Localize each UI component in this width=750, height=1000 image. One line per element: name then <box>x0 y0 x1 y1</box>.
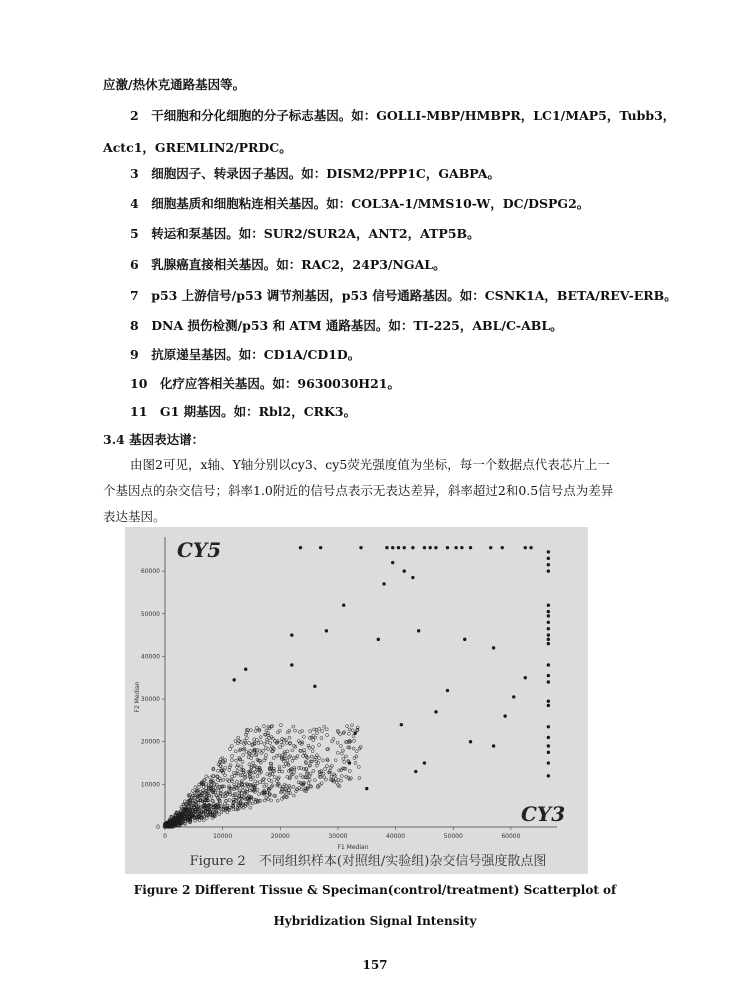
cluster-point <box>292 785 295 788</box>
cluster-point <box>270 780 273 783</box>
cluster-point <box>263 743 266 746</box>
data-point <box>411 576 414 579</box>
label-cy5: CY5 <box>177 538 222 562</box>
cluster-point <box>324 768 327 771</box>
data-point <box>547 725 550 728</box>
data-point <box>547 642 550 645</box>
data-point <box>547 761 550 764</box>
cluster-point <box>237 736 240 739</box>
data-points <box>232 546 550 790</box>
cluster-point <box>352 747 355 750</box>
cluster-point <box>323 725 326 728</box>
cluster-point <box>352 735 355 738</box>
data-point <box>489 546 492 549</box>
cluster-point <box>245 750 248 753</box>
cluster-point <box>273 776 276 779</box>
x-tick-label: 0 <box>163 833 167 840</box>
data-point <box>547 736 550 739</box>
cluster-point <box>307 782 310 785</box>
data-point <box>501 546 504 549</box>
cluster-point <box>229 764 232 767</box>
cluster-point <box>263 799 266 802</box>
data-point <box>547 774 550 777</box>
cluster-point <box>292 725 295 728</box>
data-point <box>547 680 550 683</box>
data-point <box>354 731 357 734</box>
cluster-point <box>292 794 295 797</box>
data-point <box>547 569 550 572</box>
list-item-6: 6 乳腺癌直接相关基因。如：RAC2，24P3/NGAL。 <box>130 257 446 272</box>
cluster-point <box>324 778 327 781</box>
data-point <box>348 761 351 764</box>
data-point <box>454 546 457 549</box>
cluster-point <box>330 775 333 778</box>
data-point <box>492 744 495 747</box>
cluster-point <box>284 738 287 741</box>
data-point <box>385 546 388 549</box>
cluster-point <box>283 765 286 768</box>
y-tick-label: 30000 <box>140 696 160 704</box>
cluster-point <box>321 730 324 733</box>
cluster-point <box>234 750 237 753</box>
cluster-point <box>281 770 284 773</box>
data-point <box>342 604 345 607</box>
cluster-point <box>201 789 204 792</box>
data-point <box>503 714 506 717</box>
cluster-point <box>242 753 245 756</box>
cluster-point <box>265 754 268 757</box>
cluster-point <box>260 751 263 754</box>
cluster-point <box>243 793 246 796</box>
data-point <box>547 610 550 613</box>
cluster-point <box>311 746 314 749</box>
tick-labels <box>141 568 521 840</box>
cluster-point <box>291 749 294 752</box>
data-point <box>397 546 400 549</box>
cluster-point <box>205 775 208 778</box>
cluster-point <box>300 767 303 770</box>
cluster-point <box>191 790 194 793</box>
data-point <box>524 546 527 549</box>
data-point <box>547 633 550 636</box>
data-point <box>423 761 426 764</box>
y-tick-label: 50000 <box>140 610 160 618</box>
data-point <box>547 699 550 702</box>
cluster-point <box>311 750 314 753</box>
cluster-point <box>220 788 223 791</box>
data-point <box>547 614 550 617</box>
x-tick-label: 20000 <box>270 833 290 840</box>
cluster-point <box>326 734 329 737</box>
cluster-point <box>331 740 334 743</box>
data-point <box>512 695 515 698</box>
cluster-point <box>339 745 342 748</box>
data-point <box>547 663 550 666</box>
cluster-point <box>347 732 350 735</box>
cluster-point <box>309 730 312 733</box>
data-point <box>319 546 322 549</box>
cluster-point <box>312 734 315 737</box>
data-point <box>417 629 420 632</box>
cluster-point <box>224 774 227 777</box>
cluster-point <box>262 781 265 784</box>
cluster-point <box>320 782 323 785</box>
list-item-5: 5 转运和泵基因。如：SUR2/SUR2A，ANT2，ATP5B。 <box>130 226 480 241</box>
cluster-point <box>255 754 258 757</box>
cluster-point <box>353 739 356 742</box>
dense-point-cluster <box>164 724 363 829</box>
cluster-point <box>340 779 343 782</box>
label-cy3: CY3 <box>521 802 566 826</box>
cluster-point <box>355 755 358 758</box>
cluster-point <box>343 731 346 734</box>
data-point <box>325 629 328 632</box>
cluster-point <box>340 752 343 755</box>
cluster-point <box>223 802 226 805</box>
cluster-point <box>318 757 321 760</box>
body-line-1: 由图2可见，x轴、Y轴分别以cy3、cy5荧光强度值为坐标，每一个数据点代表芯片上一 <box>130 457 610 472</box>
cluster-point <box>312 769 315 772</box>
cluster-point <box>336 741 339 744</box>
cluster-point <box>193 792 196 795</box>
x-axis-label: F1 Median <box>337 844 369 851</box>
cluster-point <box>339 733 342 736</box>
cluster-point <box>215 783 218 786</box>
cluster-point <box>241 761 244 764</box>
cluster-point <box>287 770 290 773</box>
cluster-point <box>320 737 323 740</box>
cluster-point <box>288 736 291 739</box>
cluster-point <box>251 802 254 805</box>
cluster-point <box>249 806 252 809</box>
cluster-point <box>226 811 229 814</box>
data-point <box>290 663 293 666</box>
x-tick-label: 50000 <box>443 833 463 840</box>
data-point <box>446 546 449 549</box>
list-item-8: 8 DNA 损伤检测/p53 和 ATM 通路基因。如：TI-225，ABL/C-ABL。 <box>130 318 563 333</box>
cluster-point <box>265 729 268 732</box>
cluster-point <box>343 761 346 764</box>
y-tick-label: 0 <box>156 824 160 831</box>
cluster-point <box>286 759 289 762</box>
cluster-point <box>258 749 261 752</box>
cluster-point <box>342 732 345 735</box>
cluster-point <box>228 799 231 802</box>
data-point <box>414 770 417 773</box>
figure-caption-cn: Figure 2 不同组织样本(对照组/实验组)杂交信号强度散点图 <box>189 854 547 869</box>
cluster-point <box>341 749 344 752</box>
cluster-point <box>230 745 233 748</box>
cluster-point <box>248 742 251 745</box>
cluster-point <box>254 730 257 733</box>
cluster-point <box>348 728 351 731</box>
cluster-point <box>278 729 281 732</box>
cluster-point <box>351 729 354 732</box>
data-point <box>547 638 550 641</box>
cluster-point <box>295 776 298 779</box>
cluster-point <box>353 757 356 760</box>
cluster-point <box>322 759 325 762</box>
cluster-point <box>224 766 227 769</box>
body-line-3: 表达基因。 <box>103 509 166 524</box>
data-point <box>423 546 426 549</box>
data-point <box>547 751 550 754</box>
cluster-point <box>249 729 252 732</box>
x-tick-label: 30000 <box>328 833 348 840</box>
cluster-point <box>267 732 270 735</box>
chart-axes <box>165 537 557 827</box>
cluster-point <box>318 727 321 730</box>
data-point <box>434 546 437 549</box>
cluster-point <box>229 793 232 796</box>
data-point <box>492 646 495 649</box>
data-point <box>403 546 406 549</box>
cluster-point <box>245 737 248 740</box>
cluster-point <box>344 755 347 758</box>
cluster-point <box>308 778 311 781</box>
list-item-7: 7 p53 上游信号/p53 调节剂基因，p53 信号通路基因。如：CSNK1A，BETA/REV-ERB。 <box>130 288 677 303</box>
cluster-point <box>301 776 304 779</box>
section-heading: 3.4 基因表达谱： <box>103 432 205 447</box>
cluster-point <box>230 759 233 762</box>
cluster-point <box>269 742 272 745</box>
cluster-point <box>322 772 325 775</box>
list-item-2: 2 干细胞和分化细胞的分子标志基因。如：GOLLI-MBP/HMBPR，LC1/MAP5，Tubb3， <box>130 108 676 123</box>
cluster-point <box>270 799 273 802</box>
data-point <box>391 561 394 564</box>
cluster-point <box>304 761 307 764</box>
list-item-4: 4 细胞基质和细胞粘连相关基因。如：COL3A-1/MMS10-W，DC/DSPG2。 <box>130 196 590 211</box>
cluster-point <box>234 740 237 743</box>
cluster-point <box>220 811 223 814</box>
cluster-point <box>194 786 197 789</box>
cluster-point <box>346 725 349 728</box>
scatterplot-figure <box>125 527 588 874</box>
cluster-point <box>348 770 351 773</box>
cluster-point <box>262 749 265 752</box>
data-point <box>460 546 463 549</box>
cluster-point <box>315 764 318 767</box>
cluster-point <box>272 757 275 760</box>
data-point <box>377 638 380 641</box>
data-point <box>244 668 247 671</box>
x-tick-label: 40000 <box>386 833 406 840</box>
list-item-9: 9 抗原递呈基因。如：CD1A/CD1D。 <box>130 347 361 362</box>
y-tick-label: 10000 <box>140 781 160 789</box>
text-line-intro: 应激/热休克通路基因等。 <box>103 77 246 92</box>
cluster-point <box>325 765 328 768</box>
figure-caption-en-1: Figure 2 Different Tissue & Speciman(control/treatment) Scatterplot of <box>133 883 617 897</box>
data-point <box>400 723 403 726</box>
cluster-point <box>209 776 212 779</box>
data-point <box>411 546 414 549</box>
y-tick-label: 60000 <box>140 568 160 576</box>
data-point <box>547 744 550 747</box>
cluster-point <box>315 732 318 735</box>
cluster-point <box>271 725 274 728</box>
data-point <box>547 563 550 566</box>
list-item-10: 10 化疗应答相关基因。如：9630030H21。 <box>130 376 400 391</box>
cluster-point <box>255 726 258 729</box>
cluster-point <box>340 775 343 778</box>
cluster-point <box>310 755 313 758</box>
cluster-point <box>235 759 238 762</box>
cluster-point <box>231 754 234 757</box>
cluster-point <box>279 746 282 749</box>
data-point <box>547 550 550 553</box>
cluster-point <box>355 750 358 753</box>
scatterplot-chart <box>125 527 588 874</box>
cluster-point <box>264 746 267 749</box>
cluster-point <box>294 729 297 732</box>
cluster-point <box>303 749 306 752</box>
cluster-point <box>303 751 306 754</box>
data-point <box>391 546 394 549</box>
cluster-point <box>336 751 339 754</box>
data-point <box>313 685 316 688</box>
data-point <box>469 740 472 743</box>
cluster-point <box>288 785 291 788</box>
cluster-point <box>202 819 205 822</box>
cluster-point <box>313 779 316 782</box>
data-point <box>547 674 550 677</box>
data-point <box>365 787 368 790</box>
page-number: 157 <box>362 958 388 972</box>
data-point <box>446 689 449 692</box>
cluster-point <box>280 741 283 744</box>
data-point <box>547 604 550 607</box>
data-point <box>382 582 385 585</box>
data-point <box>359 546 362 549</box>
cluster-point <box>263 785 266 788</box>
cluster-point <box>302 735 305 738</box>
list-item-3: 3 细胞因子、转录因子基因。如：DISM2/PPP1C，GABPA。 <box>130 166 500 181</box>
data-point <box>547 704 550 707</box>
cluster-point <box>340 769 343 772</box>
body-line-2: 个基因点的杂交信号；斜率1.0附近的信号点表示无表达差异，斜率超过2和0.5信号点为差异 <box>103 483 614 498</box>
data-point <box>547 557 550 560</box>
list-item-11: 11 G1 期基因。如：Rbl2，CRK3。 <box>130 404 357 419</box>
cluster-point <box>256 788 259 791</box>
cluster-point <box>249 789 252 792</box>
x-tick-label: 60000 <box>501 833 521 840</box>
x-tick-label: 10000 <box>213 833 233 840</box>
y-tick-label: 40000 <box>140 653 160 661</box>
cluster-point <box>281 743 284 746</box>
data-point <box>547 627 550 630</box>
list-item-2-cont: Actc1，GREMLIN2/PRDC。 <box>103 140 292 155</box>
cluster-point <box>236 780 239 783</box>
data-point <box>547 621 550 624</box>
data-point <box>290 633 293 636</box>
cluster-point <box>348 739 351 742</box>
data-point <box>434 710 437 713</box>
cluster-point <box>318 744 321 747</box>
cluster-point <box>314 736 317 739</box>
y-axis-label: F2 Median <box>134 681 141 713</box>
cluster-point <box>334 759 337 762</box>
y-tick-label: 20000 <box>140 738 160 746</box>
cluster-point <box>240 765 243 768</box>
data-point <box>529 546 532 549</box>
cluster-point <box>309 785 312 788</box>
data-point <box>524 676 527 679</box>
cluster-point <box>325 728 328 731</box>
cluster-point <box>248 763 251 766</box>
cluster-point <box>357 765 360 768</box>
data-point <box>463 638 466 641</box>
cluster-point <box>252 761 255 764</box>
data-point <box>469 546 472 549</box>
cluster-point <box>222 778 225 781</box>
cluster-point <box>203 778 206 781</box>
cluster-point <box>259 736 262 739</box>
cluster-point <box>276 731 279 734</box>
data-point <box>428 546 431 549</box>
cluster-point <box>282 759 285 762</box>
cluster-point <box>342 757 345 760</box>
cluster-point <box>279 724 282 727</box>
data-point <box>299 546 302 549</box>
cluster-point <box>286 750 289 753</box>
cluster-point <box>276 799 279 802</box>
data-point <box>232 678 235 681</box>
data-point <box>403 569 406 572</box>
figure-caption-en-2: Hybridization Signal Intensity <box>273 914 477 928</box>
cluster-point <box>285 741 288 744</box>
cluster-point <box>262 725 265 728</box>
cluster-point <box>229 748 232 751</box>
cluster-point <box>257 793 260 796</box>
cluster-point <box>217 769 220 772</box>
cluster-point <box>354 761 357 764</box>
cluster-point <box>256 775 259 778</box>
cluster-point <box>358 777 361 780</box>
cluster-point <box>350 724 353 727</box>
